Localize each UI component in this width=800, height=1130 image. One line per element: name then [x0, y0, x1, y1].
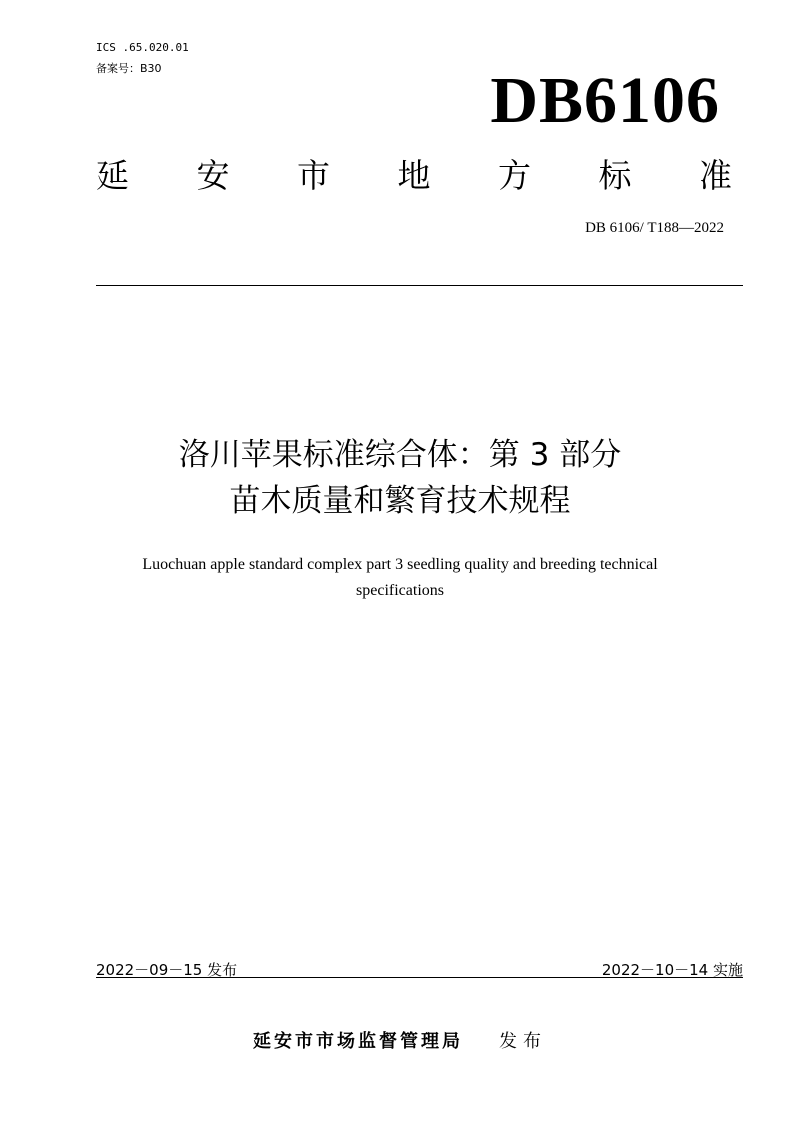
db-code-logo: DB6106 [490, 64, 720, 137]
chinese-title [0, 432, 800, 524]
implementation-date: 2022－10－14 实施 [601, 961, 743, 979]
standard-number: DB 6106/ T188—2022 [585, 220, 724, 236]
standard-type-char: 延 [96, 156, 129, 195]
standard-type-char: 地 [397, 156, 431, 195]
publisher-line [0, 1030, 800, 1054]
bottom-divider [96, 977, 743, 978]
english-title-line-2: specifications [356, 582, 444, 599]
standard-type-char: 安 [196, 156, 230, 195]
english-title-line-1: Luochuan apple standard complex part 3 seedling quality and breeding technical [142, 556, 658, 573]
record-number: 备案号：B30 [96, 62, 162, 75]
standard-type-char: 准 [699, 156, 732, 195]
publisher-action: 发布 [499, 1031, 547, 1052]
issue-date: 2022－09－15 发布 [96, 961, 238, 979]
standard-type-char: 方 [498, 156, 531, 195]
standard-type-char: 市 [297, 156, 330, 195]
chinese-title-line-2: 苗木质量和繁育技术规程 [229, 483, 571, 519]
ics-code: ICS .65.020.01 [96, 41, 189, 54]
standard-type-char: 标 [598, 156, 632, 195]
top-divider [96, 285, 743, 286]
standard-type-heading [96, 154, 732, 198]
publisher-organization: 延安市市场监督管理局 [253, 1031, 463, 1052]
chinese-title-line-1: 洛川苹果标准综合体：第 3 部分 [178, 437, 622, 473]
english-title [90, 552, 710, 604]
